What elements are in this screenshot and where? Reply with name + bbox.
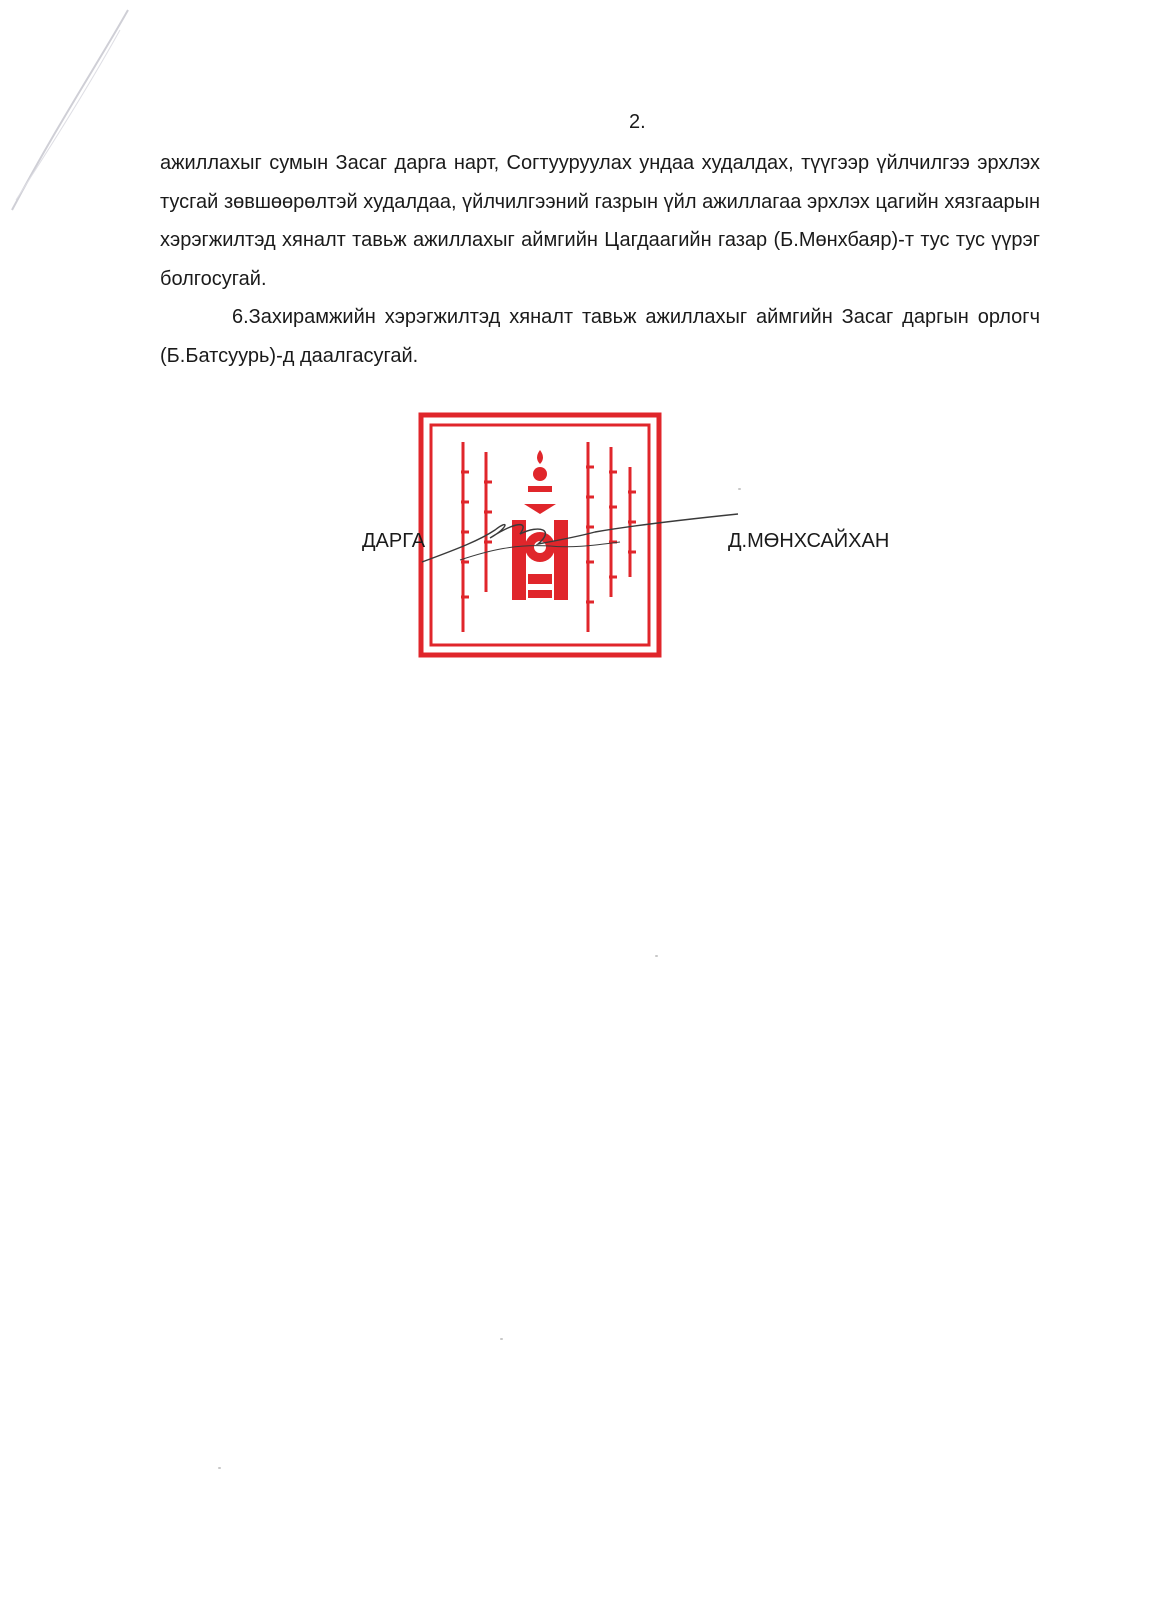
scan-speck xyxy=(738,488,741,490)
paragraph-continuation: ажиллахыг сумын Засаг дарга нарт, Согтууруулах ундаа худалдах, түүгээр үйлчилгээ эрхлэх тусгай зөвшөөрөлтэй худалдаа, үйлчилгээний газрын үйл ажиллагаа эрхлэх цагийн хязгаарын хэрэгжилтэд хяналт тавьж ажиллахыг аймгийн Цагдаагийн газар (Б.Мөнхбаяр)-т тус тус үүрэг болгосугай. xyxy=(160,152,1040,290)
scan-speck xyxy=(218,1467,221,1469)
scan-speck xyxy=(655,955,658,957)
handwritten-signature xyxy=(420,500,740,580)
scan-edge-mark xyxy=(0,0,140,230)
paragraph-item-6: 6.Захирамжийн хэрэгжилтэд хяналт тавьж ажиллахыг аймгийн Засаг даргын орлогч (Б.Батсуурь)-д даалгасугай. xyxy=(160,306,1040,367)
page-number: 2. xyxy=(629,111,646,133)
scan-speck xyxy=(500,1338,503,1340)
document-body xyxy=(160,144,1040,375)
signatory-name: Д.МӨНХСАЙХАН xyxy=(728,530,890,552)
signatory-title: ДАРГА xyxy=(362,530,426,552)
